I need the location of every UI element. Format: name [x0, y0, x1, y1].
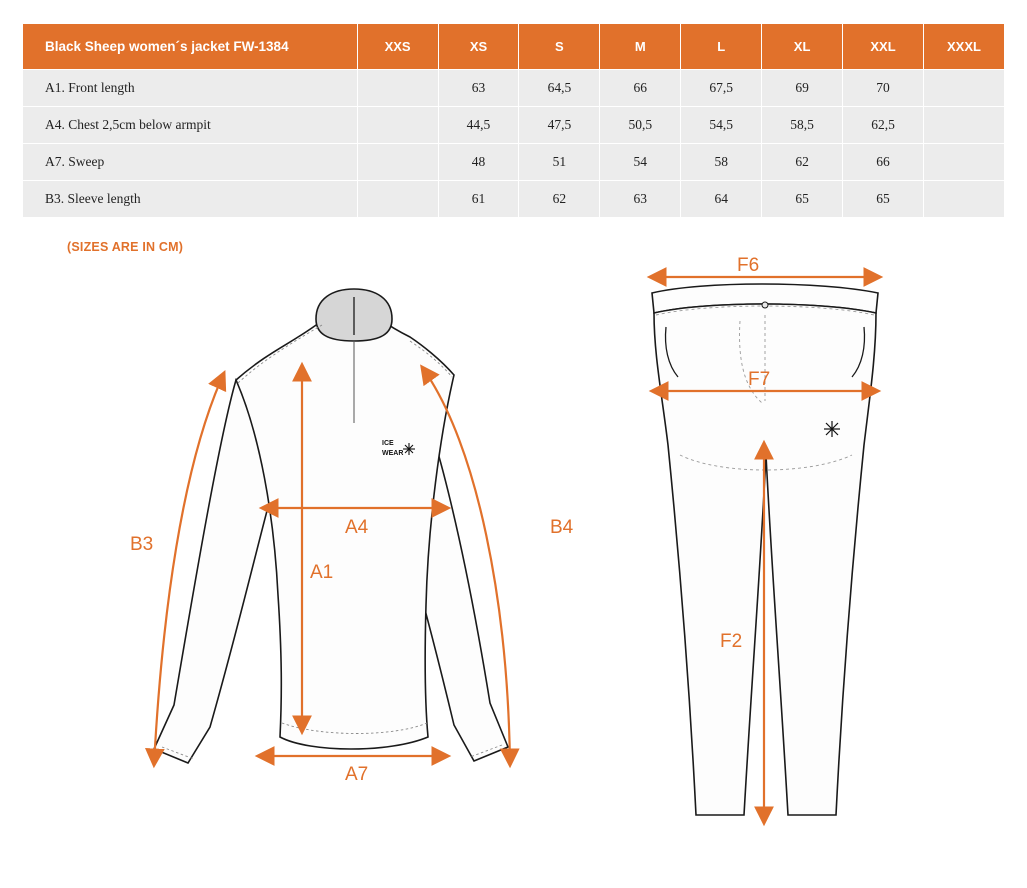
- measurement-value: 67,5: [681, 70, 762, 107]
- brand-line1: ICE: [382, 440, 394, 447]
- size-header-l: L: [681, 24, 762, 70]
- label-a7: A7: [345, 764, 369, 785]
- size-table-body: [23, 70, 1005, 218]
- measurement-value: 69: [762, 70, 843, 107]
- measurement-value: 44,5: [438, 107, 519, 144]
- measurement-value: 65: [762, 181, 843, 218]
- measurement-value: 58,5: [762, 107, 843, 144]
- sizes-unit-note: (SIZES ARE IN CM): [67, 240, 184, 254]
- measurement-value: 62: [762, 144, 843, 181]
- size-header-xxs: XXS: [357, 24, 438, 70]
- measurement-value: [357, 107, 438, 144]
- snowflake-icon: [824, 421, 840, 437]
- table-row: [23, 144, 1005, 181]
- label-f7: F7: [748, 369, 771, 390]
- measurement-value: 66: [843, 144, 924, 181]
- jacket-outline: [154, 289, 508, 763]
- measurement-value: [923, 144, 1004, 181]
- measurement-value: [357, 70, 438, 107]
- measurement-value: 64,5: [519, 70, 600, 107]
- measurement-label: A7. Sweep: [23, 144, 358, 181]
- measurement-value: 63: [438, 70, 519, 107]
- measurement-value: 63: [600, 181, 681, 218]
- label-f2: F2: [720, 631, 743, 652]
- waist-button: [762, 302, 768, 308]
- measurement-value: 65: [843, 181, 924, 218]
- size-table-head: [23, 24, 1005, 70]
- measurement-value: 54: [600, 144, 681, 181]
- measurement-value: 50,5: [600, 107, 681, 144]
- measurement-value: 70: [843, 70, 924, 107]
- measurement-value: [923, 107, 1004, 144]
- size-header-m: M: [600, 24, 681, 70]
- measurement-label: A1. Front length: [23, 70, 358, 107]
- measurement-label: B3. Sleeve length: [23, 181, 358, 218]
- measurement-value: 54,5: [681, 107, 762, 144]
- table-row: [23, 70, 1005, 107]
- measurement-value: 58: [681, 144, 762, 181]
- pants-diagram: [620, 255, 920, 845]
- label-a1: A1: [310, 562, 334, 583]
- size-header-xl: XL: [762, 24, 843, 70]
- size-header-s: S: [519, 24, 600, 70]
- measurement-value: 62: [519, 181, 600, 218]
- label-b3: B3: [130, 534, 154, 555]
- measurement-value: 47,5: [519, 107, 600, 144]
- brand-line2: WEAR: [382, 450, 404, 457]
- measurement-value: 66: [600, 70, 681, 107]
- table-row: [23, 181, 1005, 218]
- measurement-label: A4. Chest 2,5cm below armpit: [23, 107, 358, 144]
- measurement-value: [357, 181, 438, 218]
- measurement-value: [923, 181, 1004, 218]
- table-header-row: [23, 24, 1005, 70]
- label-a4: A4: [345, 517, 369, 538]
- table-title-cell: Black Sheep women´s jacket FW-1384: [23, 24, 358, 70]
- size-table: [22, 23, 1005, 218]
- measurement-value: 62,5: [843, 107, 924, 144]
- label-f6: F6: [737, 255, 760, 276]
- measurement-value: 64: [681, 181, 762, 218]
- size-header-xs: XS: [438, 24, 519, 70]
- label-b4: B4: [550, 517, 574, 538]
- measurement-value: [923, 70, 1004, 107]
- figures-area: [0, 255, 1027, 885]
- measurement-value: [357, 144, 438, 181]
- size-header-xxl: XXL: [843, 24, 924, 70]
- size-header-xxxl: XXXL: [923, 24, 1004, 70]
- measurement-value: 48: [438, 144, 519, 181]
- jacket-diagram: [110, 275, 630, 815]
- measurement-value: 61: [438, 181, 519, 218]
- measurement-value: 51: [519, 144, 600, 181]
- table-row: [23, 107, 1005, 144]
